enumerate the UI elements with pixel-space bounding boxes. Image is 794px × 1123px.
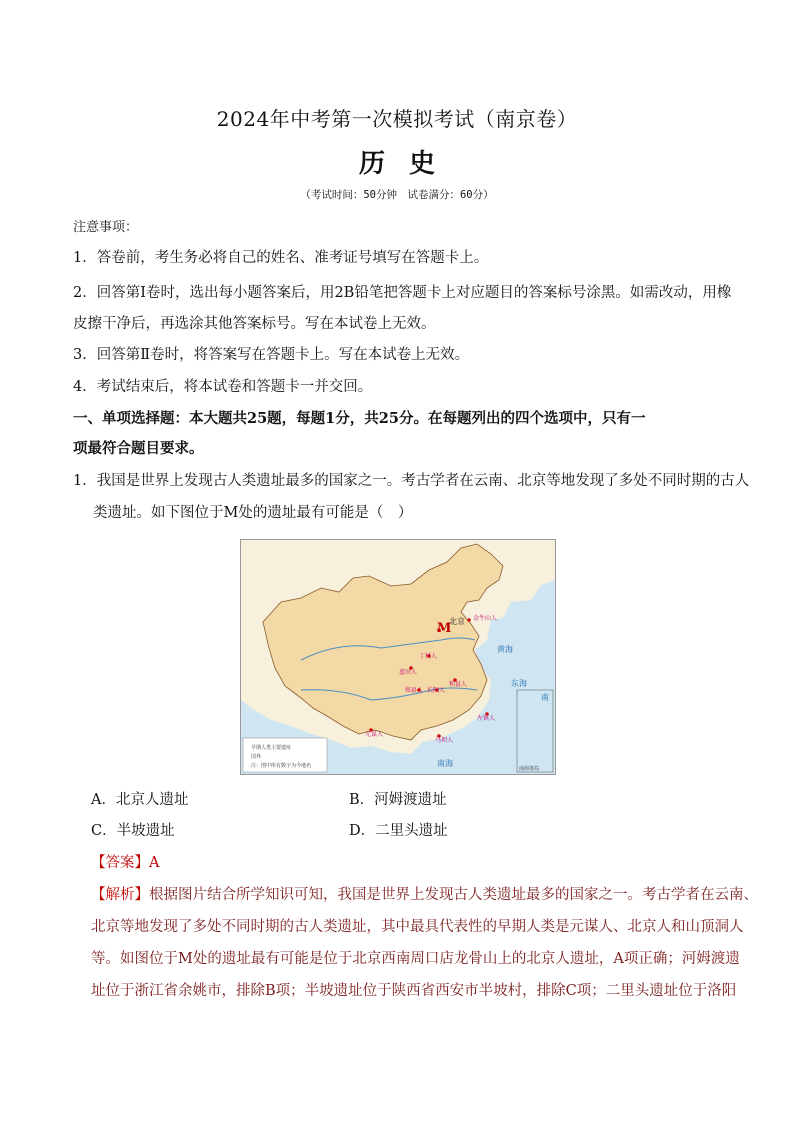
map-label-changyang: 长阳人 [427, 687, 446, 694]
china-ancient-sites-map [240, 539, 556, 775]
notice-heading: 注意事项： [73, 220, 139, 235]
option-a: A．北京人遗址 [91, 792, 189, 808]
subject-title: 历史 [358, 149, 459, 179]
analysis-line-2: 北京等地发现了多处不同时期的古人类遗址，其中最具代表性的早期人类是元谋人、北京人和山顶洞人 [91, 919, 744, 935]
analysis-line-4: 址位于浙江省余姚市，排除B项；半坡遗址位于陕西省西安市半坡村，排除C项；二里头遗址位于洛阳 [91, 983, 737, 999]
notice-item-2-cont: 皮擦干净后，再选涂其他答案标号。写在本试卷上无效。 [73, 316, 436, 332]
notice-item-4: 4．考试结束后，将本试卷和答题卡一并交回。 [73, 379, 373, 395]
exam-title: 2024年中考第一次模拟考试（南京卷） [216, 107, 578, 131]
analysis-text-1: 根据图片结合所学知识可知，我国是世界上发现古人类遗址最多的国家之一。考古学者在云南、 [149, 887, 758, 903]
notice-item-3: 3．回答第Ⅱ卷时，将答案写在答题卡上。写在本试卷上无效。 [73, 347, 470, 363]
notice-item-2: 2．回答第Ⅰ卷时，选出每小题答案后，用2B铅笔把答题卡上对应题目的答案标号涂黑。如需改动，用橡 [73, 285, 732, 301]
option-d: D．二里头遗址 [349, 823, 448, 839]
answer-label: 【答案】A [91, 855, 160, 871]
map-marker-m: M [437, 621, 452, 636]
map-label-maba: 马坝人 [435, 737, 454, 744]
south-china-sea-inset [517, 690, 553, 772]
map-label-yunxian: 郧县人 [405, 687, 424, 694]
map-label-hexian: 和县人 [449, 681, 468, 688]
inset-label: 南海诸岛 [519, 766, 540, 772]
analysis-tag: 【解析】 [91, 887, 149, 903]
analysis-line-3: 等。如图位于M处的遗址最有可能是位于北京西南周口店龙骨山上的北京人遗址，A项正确；河姆渡遗 [91, 951, 740, 967]
site-dot [467, 618, 471, 622]
map-label-lantian: 蓝田人 [399, 669, 418, 676]
section-heading-line1: 一、单项选择题：本大题共25题，每题1分，共25分。在每题列出的四个选项中，只有一 [73, 410, 646, 427]
question-stem-line1: 1．我国是世界上发现古人类遗址最多的国家之一。考古学者在云南、北京等地发现了多处不同时期的古人 [73, 473, 750, 489]
map-label-yuanmou: 元谋人 [365, 731, 384, 738]
map-sea-nanhai: 南海 [437, 759, 453, 768]
map-label-dingcun: 丁村人 [419, 653, 438, 660]
option-b: B．河姆渡遗址 [349, 792, 447, 808]
notice-item-1: 1．答卷前，考生务必将自己的姓名、准考证号填写在答题卡上。 [73, 250, 489, 266]
map-label-jinniushan: 金牛山人 [473, 615, 498, 622]
exam-info: （考试时间：50分钟 试卷满分：60分） [300, 189, 494, 201]
option-c: C．半坡遗址 [91, 823, 175, 839]
question-stem-line2: 类遗址。如下图位于M处的遗址最有可能是（ ） [93, 505, 413, 521]
legend-border: 国界 [251, 754, 262, 760]
legend-sites: 早期人类主要遗址 [251, 745, 292, 751]
map-city-beijing: 北京 [449, 617, 465, 626]
legend-note: 注：图中所有数字为今地名 [251, 763, 312, 769]
map-sea-donghai: 东海 [511, 679, 527, 688]
map-sea-huanghai: 黄海 [497, 645, 513, 654]
analysis-line-1 [91, 885, 758, 905]
map-sea-nan: 南 [541, 693, 549, 702]
section-heading-line2: 项最符合题目要求。 [73, 440, 204, 457]
map-label-zuozhen: 左镇人 [477, 715, 496, 722]
